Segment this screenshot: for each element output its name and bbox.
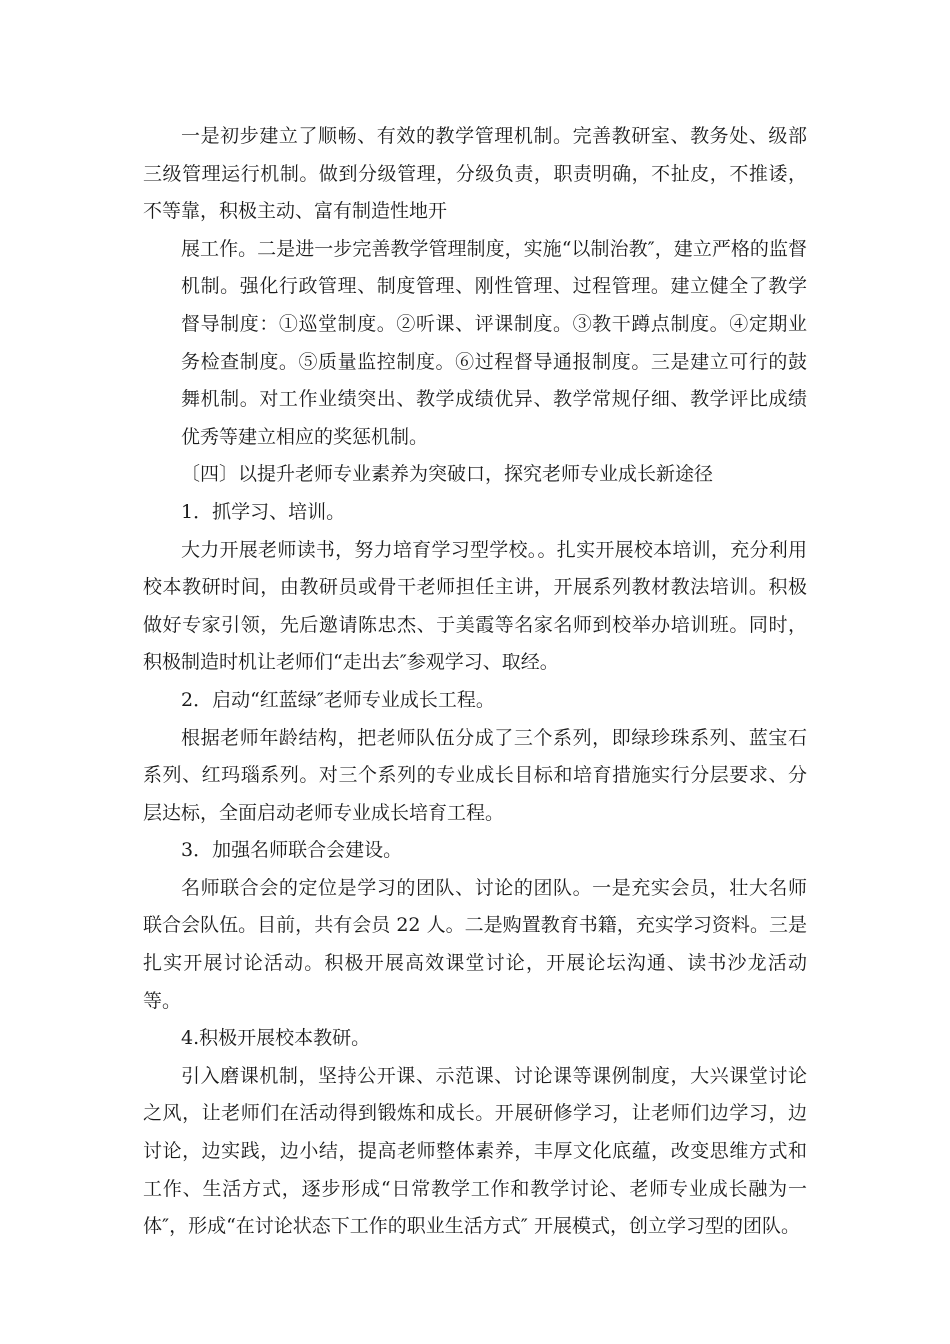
paragraph-training: 大力开展老师读书，努力培育学习型学校。。扎实开展校本培训，充分利用校本教研时间，由教研员或骨干老师担任主讲，开展系列教材教法培训。积极做好专家引领，先后邀请陈忠杰、于美霞等名家名师到校举办培训班。同时，积极制造时机让老师们“走出去″参观学习、取经。 <box>143 538 807 674</box>
item-heading-2: 2．启动“红蓝绿″老师专业成长工程。 <box>181 688 495 711</box>
item-heading-3: 3．加强名师联合会建设。 <box>181 839 403 862</box>
paragraph-teacher-association: 名师联合会的定位是学习的团队、讨论的团队。一是充实会员，壮大名师联合会队伍。目前，共有会员 22 人。二是购置教育书籍，充实学习资料。三是扎实开展讨论活动。积极开展高效课堂讨论，开展论坛沟通、读书沙龙活动等。 <box>143 876 807 1012</box>
paragraph-red-blue-green: 根据老师年龄结构，把老师队伍分成了三个系列，即绿珍珠系列、蓝宝石系列、红玛瑙系列。对三个系列的专业成长目标和培育措施实行分层要求、分层达标，全面启动老师专业成长培育工程。 <box>143 726 807 824</box>
document-body <box>143 118 807 1246</box>
section-heading-four: 〔四〕以提升老师专业素养为突破口，探究老师专业成长新途径 <box>181 463 714 486</box>
paragraph-management-system: 展工作。二是进一步完善教学管理制度，实施“以制治教″，建立严格的监督机制。强化行政管理、制度管理、刚性管理、过程管理。建立健全了教学督导制度：①巡堂制度。②听课、评课制度。③教干蹲点制度。④定期业务检查制度。⑤质量监控制度。⑥过程督导通报制度。三是建立可行的鼓舞机制。对工作业绩突出、教学成绩优异、教学常规仔细、教学评比成绩优秀等建立相应的奖惩机制。 <box>181 237 807 448</box>
paragraph-school-research: 引入磨课机制，坚持公开课、示范课、讨论课等课例制度，大兴课堂讨论之风，让老师们在活动得到锻炼和成长。开展研修学习，让老师们边学习，边讨论，边实践，边小结，提高老师整体素养，丰厚文化底蕴，改变思维方式和工作、生活方式，逐步形成“日常教学工作和教学讨论、老师专业成长融为一体″，形成“在讨论状态下工作的职业生活方式″ 开展模式，创立学习型的团队。 <box>143 1064 807 1238</box>
item-heading-1: 1．抓学习、培训。 <box>181 500 346 523</box>
paragraph-management-mechanism: 一是初步建立了顺畅、有效的教学管理机制。完善教研室、教务处、级部三级管理运行机制。做到分级管理，分级负责，职责明确，不扯皮，不推诿，不等靠，积极主动、富有制造性地开 <box>143 125 807 223</box>
item-heading-4: 4.积极开展校本教研。 <box>181 1027 371 1050</box>
